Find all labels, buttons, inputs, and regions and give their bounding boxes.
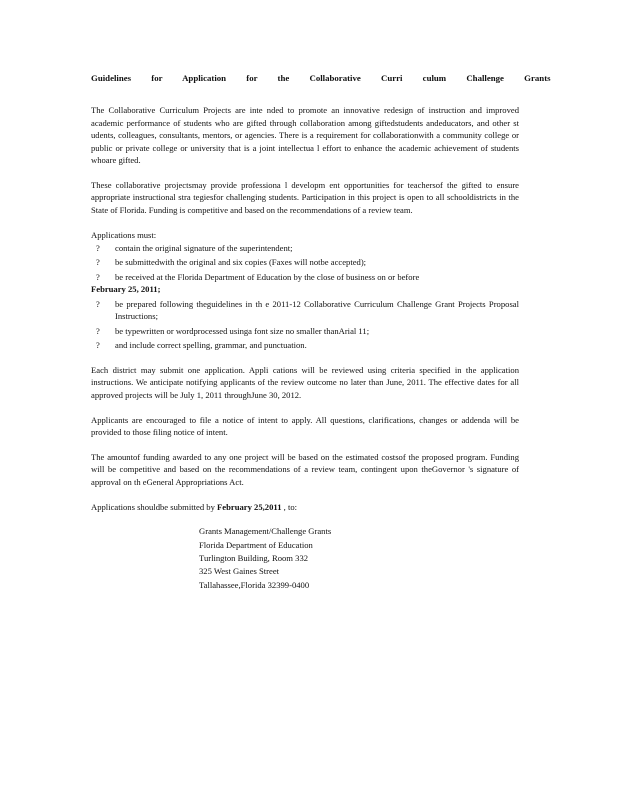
list-item <box>91 325 519 337</box>
list-item <box>91 271 519 296</box>
submission-suffix: , to: <box>283 501 298 512</box>
list-item-text: and include correct spelling, grammar, and punctuation. <box>115 339 307 350</box>
list-item-text: contain the original signature of the superintendent; <box>115 243 293 254</box>
mailing-address <box>199 525 519 591</box>
document-page <box>91 72 551 592</box>
list-item <box>91 339 519 351</box>
paragraph-intro: The Collaborative Curriculum Projects are inte nded to promote an innovative redesign of instruction and improved academic performance of students who are gifted through collaboration among giftedstudents andeducators, and other st udents, colleagues, consultants, mentors, or agencies. There is a requirement for collaborationwith a community college or public or private college or university that is a joint intellectua l effort to enhance the academic achievement of students whoare gifted. <box>91 105 519 166</box>
bullet-glyph: ? <box>96 271 100 282</box>
document-title: Guidelines for Application for the Collaborative Curri culum Challenge Grants <box>91 73 551 83</box>
deadline-date: February 25, 2011; <box>91 284 161 295</box>
bullet-glyph: ? <box>96 325 100 336</box>
bullet-glyph: ? <box>96 339 100 350</box>
paragraph-professional-development: These collaborative projectsmay provide professiona l developm ent opportunities for teachersof the gifted to ensure appropriate instructional stra tegiesfor challenging students. Participation in this project is open to all schooldistricts in the State of Florida. Funding is competitive and based on the recommendations of a review team. <box>91 179 519 215</box>
list-item-text: be typewritten or wordprocessed usinga font size no smaller thanArial 11; <box>115 325 370 336</box>
paragraph-review-process: Each district may submit one application. Appli cations will be reviewed using criteria specified in the application instructions. We anticipate notifying applicants of the review outcome no later than June, 2011. The effective dates for all approved projects will be July 1, 2011 throughJune 30, 2012. <box>91 364 519 400</box>
bullet-glyph: ? <box>96 298 100 309</box>
list-item <box>91 298 519 323</box>
list-item-text: be prepared following theguidelines in th e 2011-12 Collaborative Curriculum Challenge Grant Projects Proposal Instructions; <box>115 298 519 322</box>
address-line: Turlington Building, Room 332 <box>199 553 309 564</box>
address-line: 325 West Gaines Street <box>199 566 280 577</box>
address-line: Tallahassee,Florida 32399-0400 <box>199 579 310 590</box>
address-line: Grants Management/Challenge Grants <box>199 526 332 537</box>
list-item-text: be submittedwith the original and six copies (Faxes will notbe accepted); <box>115 257 367 268</box>
submission-prefix: Applications shouldbe submitted by <box>91 501 215 512</box>
applications-requirements-list <box>91 242 519 351</box>
paragraph-notice-of-intent: Applicants are encouraged to file a notice of intent to apply. All questions, clarifications, changes or addenda will be provided to those filing notice of intent. <box>91 414 519 437</box>
bullet-glyph: ? <box>96 243 100 254</box>
bullet-glyph: ? <box>96 257 100 268</box>
list-item <box>91 256 519 268</box>
list-item-text: be received at the Florida Department of Education by the close of business on or before <box>115 271 420 282</box>
paragraph-funding: The amountof funding awarded to any one project will be based on the estimated costsof the proposed program. Funding will be competitive and based on the recommendations of a review team, contingent upon theGovernor 's signature of approval on th eGeneral Appropriations Act. <box>91 451 519 487</box>
applications-list-label: Applications must: <box>91 229 157 240</box>
submission-date: February 25,2011 <box>217 501 282 512</box>
list-item <box>91 242 519 254</box>
submission-instructions <box>91 501 519 513</box>
address-line: Florida Department of Education <box>199 539 313 550</box>
